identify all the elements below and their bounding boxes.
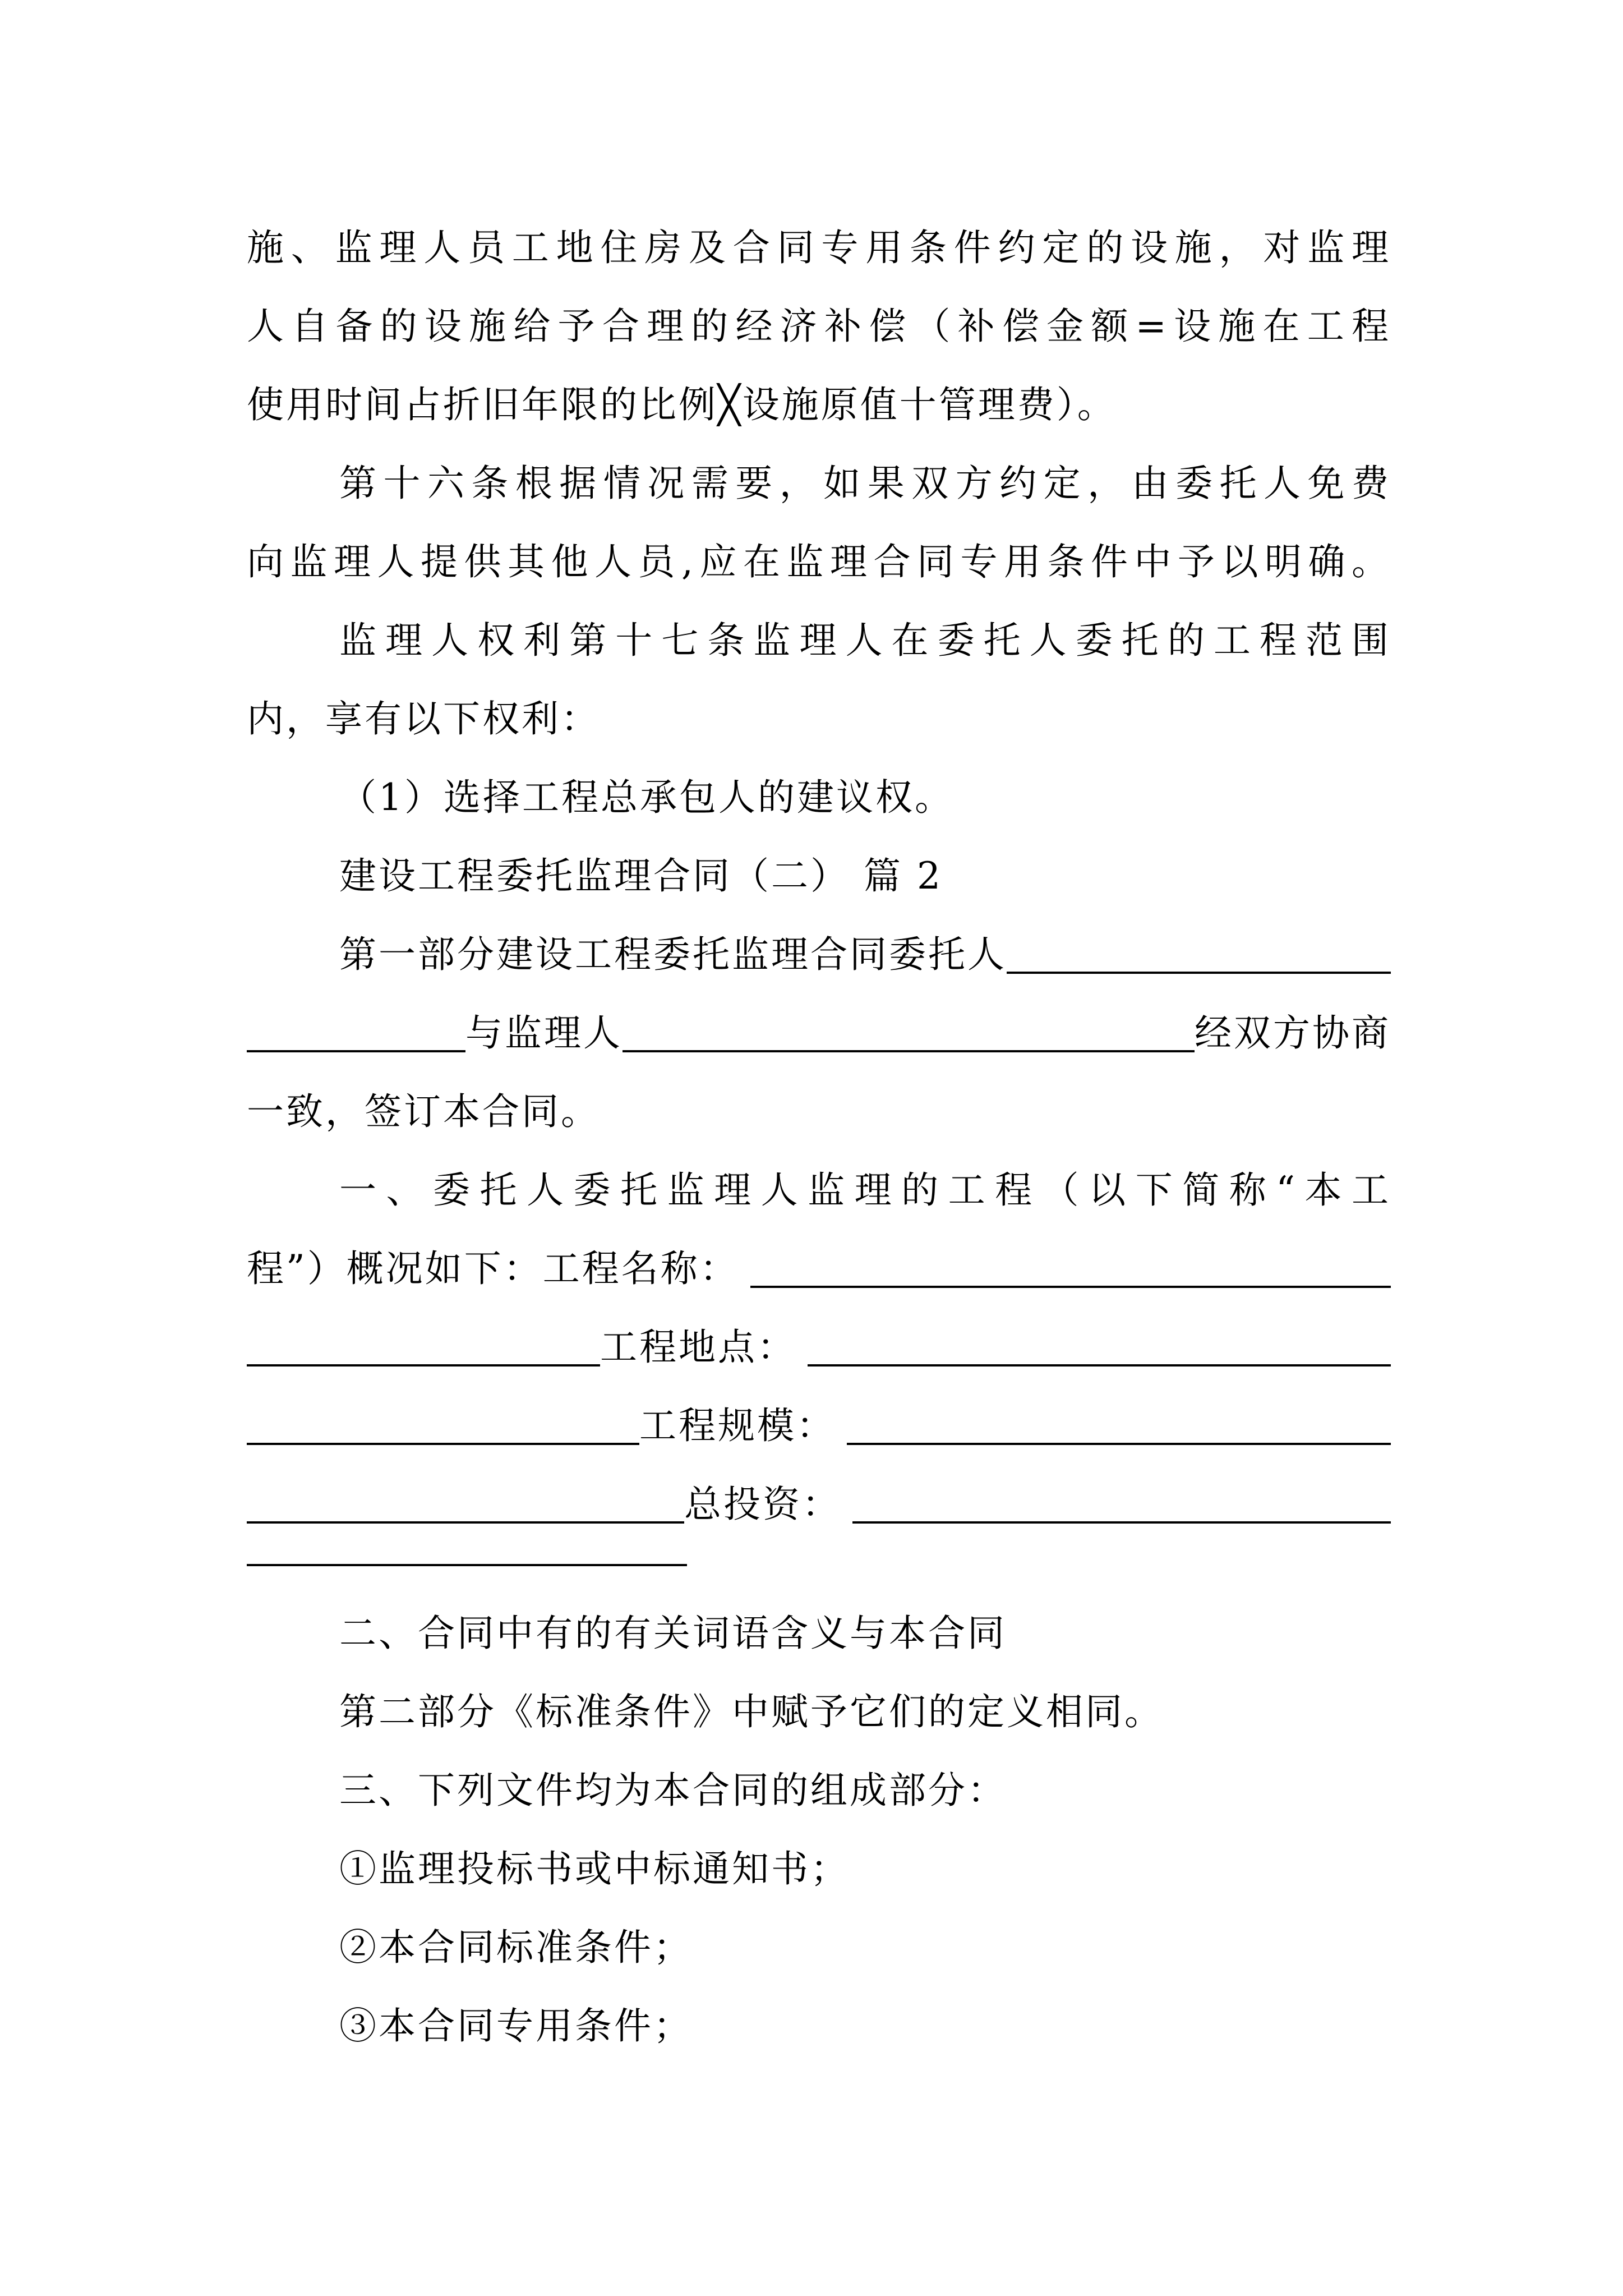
project-name-line [247,1241,1391,1297]
project-scale-blank [847,1404,1391,1445]
section-heading: 建设工程委托监理合同（二） 篇 2 [339,854,943,898]
paragraph-line: 第十六条根据情况需要，如果双方约定，由委托人免费 [339,462,1391,505]
paragraph-line: （1）选择工程总承包人的建议权。 [339,776,954,819]
supervisor-line [247,1005,1391,1061]
project-scale-label: 工程规模： [639,1404,836,1447]
supervisor-blank [623,1011,1195,1052]
client-label: 第一部分建设工程委托监理合同委托人 [339,933,1007,976]
client-line [339,927,1391,983]
project-location-line [247,1319,1391,1375]
list-item: ①监理投标书或中标通知书； [339,1847,850,1890]
client-blank [1007,932,1391,974]
paragraph-line: 内，享有以下权利： [247,697,600,740]
total-investment-line [247,1476,1391,1533]
paragraph-line: 一、委托人委托监理人监理的工程（以下简称“本工 [339,1168,1391,1212]
paragraph-line: 使用时间占折旧年限的比例╳设施原值十管理费）。 [247,383,1117,426]
paragraph-line: 三、下列文件均为本合同的组成部分： [339,1769,1007,1812]
project-location-label: 工程地点： [600,1326,796,1369]
paragraph-line: 第二部分《标准条件》中赋予它们的定义相同。 [339,1690,1164,1733]
total-investment-label: 总投资： [684,1483,841,1526]
total-investment-blank-continued [247,1564,687,1566]
paragraph-line: 人自备的设施给予合理的经济补偿（补偿金额=设施在工程 [247,305,1391,348]
client-blank-continued [247,1011,465,1052]
paragraph-line: 向监理人提供其他人员,应在监理合同专用条件中予以明确。 [247,540,1391,583]
project-location-blank-continued [247,1404,639,1445]
total-investment-blank [852,1482,1391,1524]
paragraph-line: 二、合同中有的有关词语含义与本合同 [339,1612,1007,1655]
project-scale-blank-continued [247,1482,684,1524]
paragraph-line: 一致，签订本合同。 [247,1090,600,1133]
project-name-blank [750,1246,1391,1288]
project-scale-line [247,1398,1391,1454]
paragraph-line: 监理人权利第十七条监理人在委托人委托的工程范围 [339,619,1391,662]
supervisor-label: 与监理人 [465,1011,623,1055]
list-item: ②本合同标准条件； [339,1926,693,1969]
list-item: ③本合同专用条件； [339,2004,693,2047]
project-location-blank [808,1325,1391,1366]
project-name-blank-continued [247,1325,600,1366]
paragraph-line: 施、监理人员工地住房及合同专用条件约定的设施，对监理 [247,226,1391,269]
agreement-text: 经双方协商 [1195,1011,1391,1055]
project-name-label: 程”）概况如下：工程名称： [247,1247,739,1290]
